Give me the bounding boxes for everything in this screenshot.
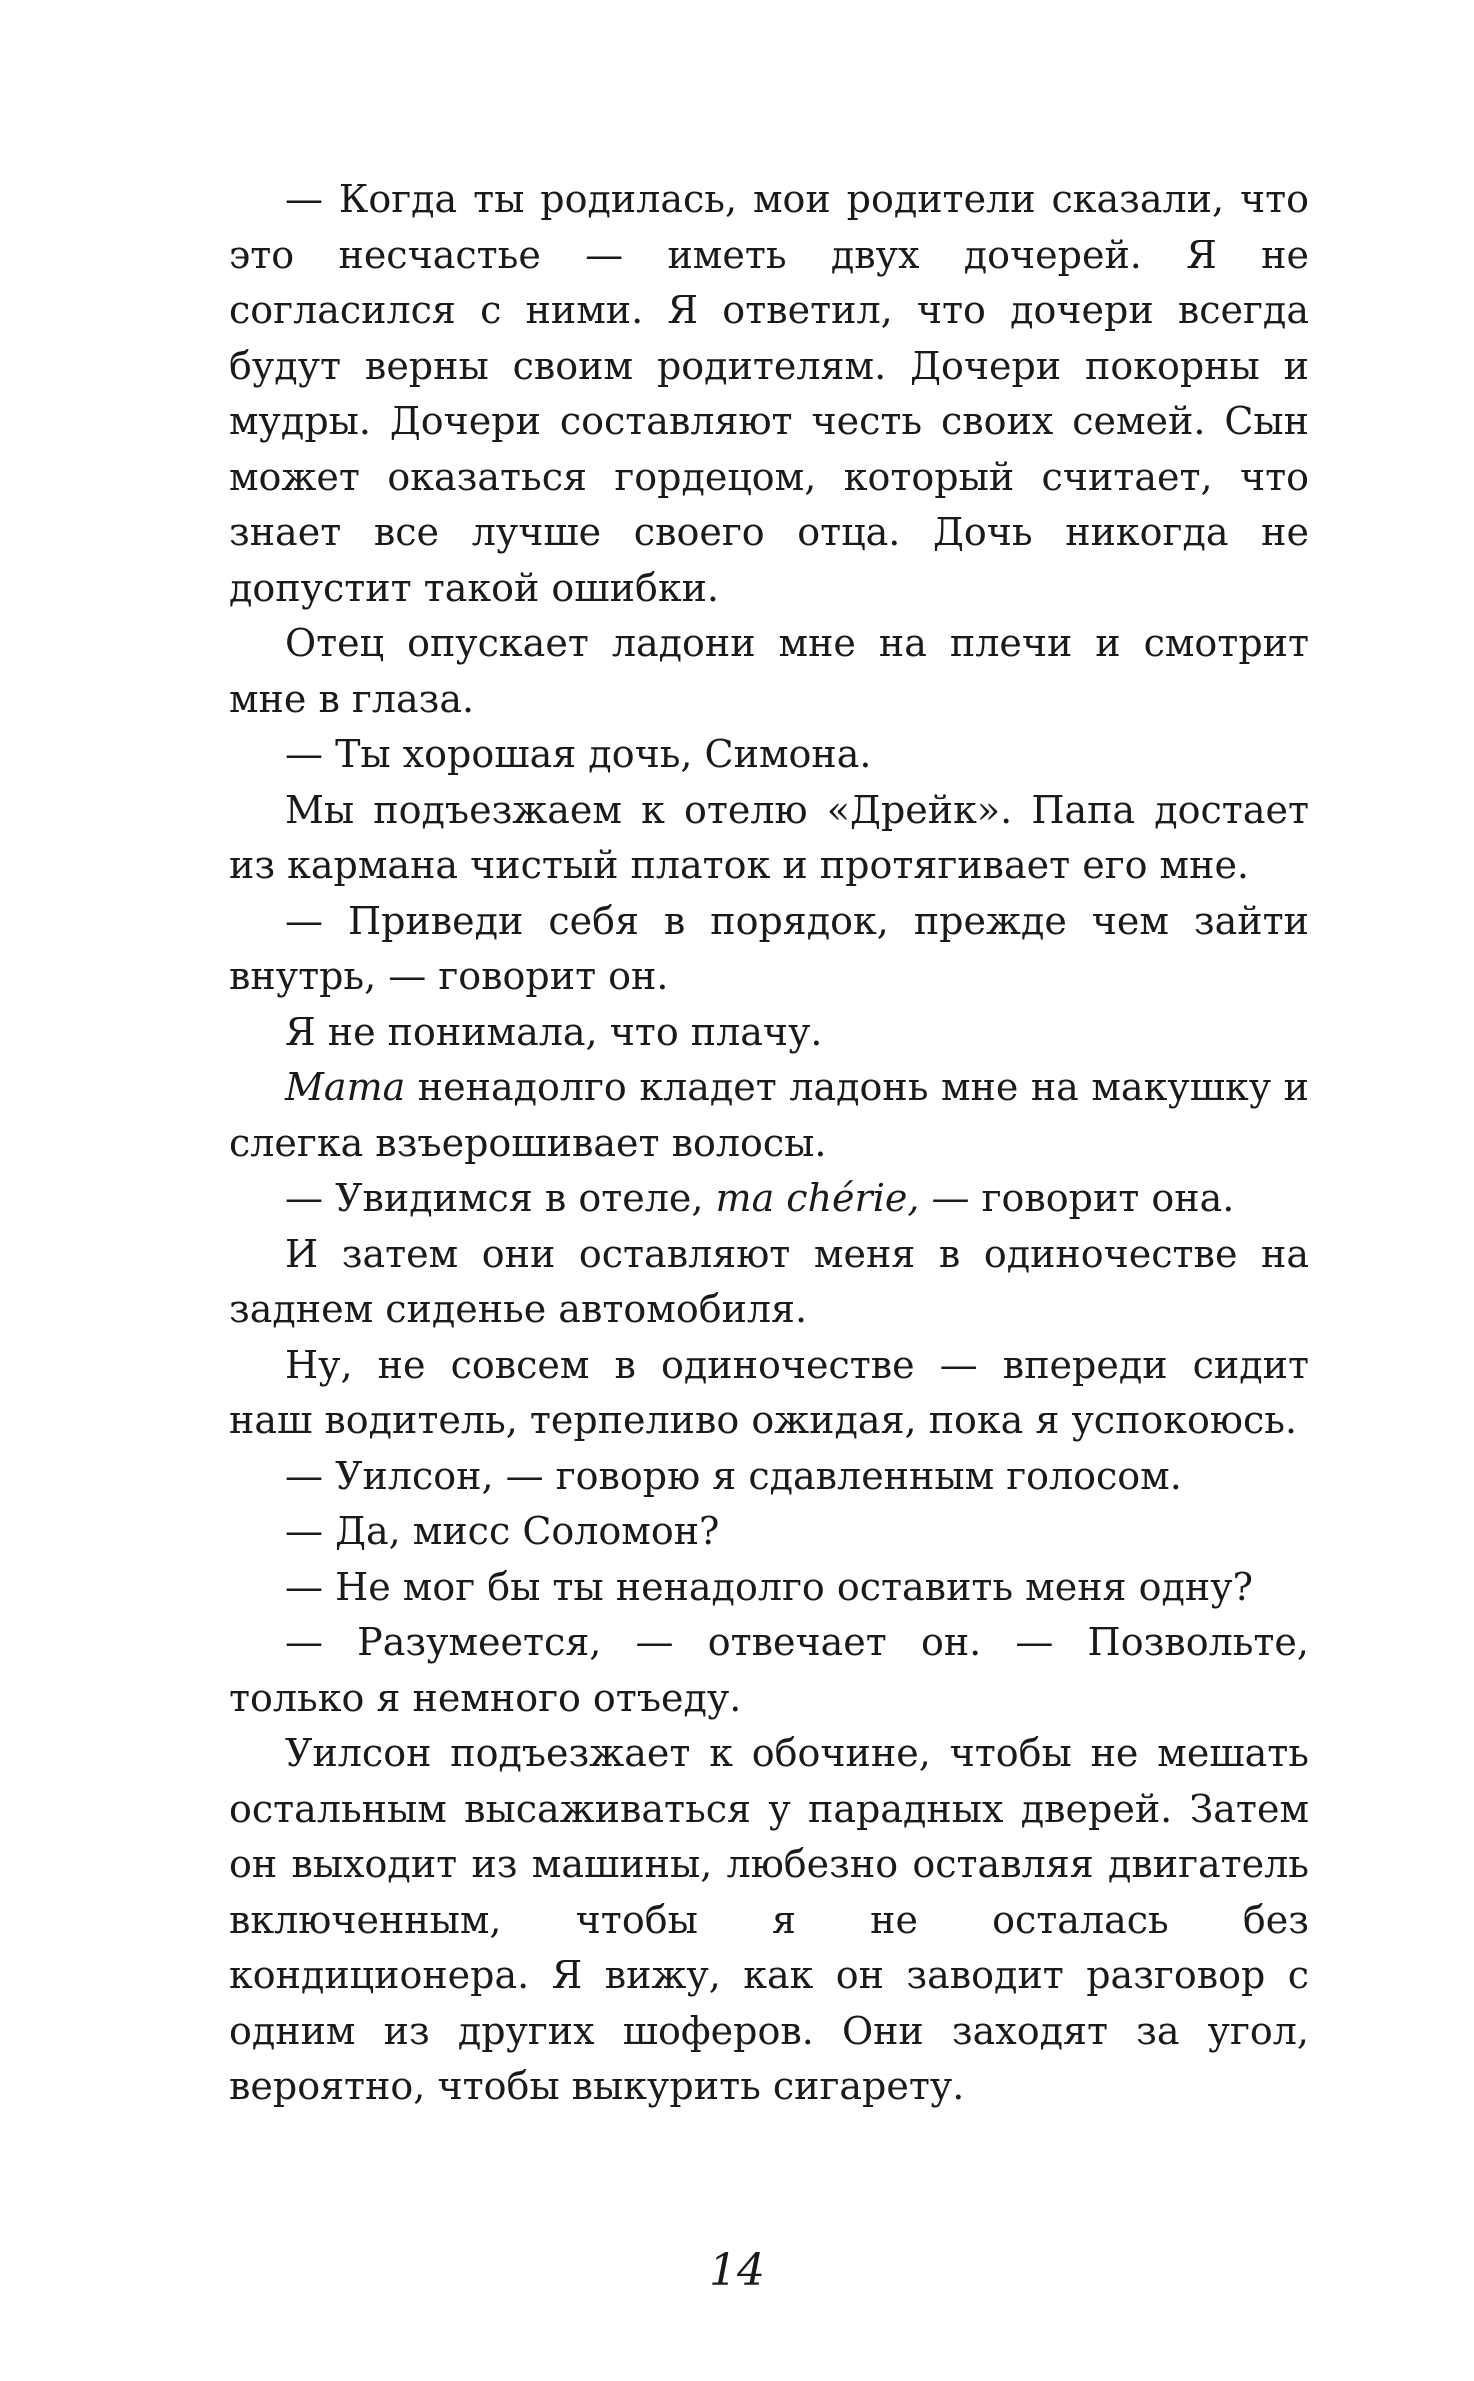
paragraph (229, 1005, 1309, 1061)
paragraph (229, 727, 1309, 783)
text-run: Отец опускает ладони мне на плечи и смотрит мне в глаза. (229, 621, 1309, 721)
text-run: — Когда ты родилась, мои родители сказали, что это несчастье — иметь двух дочерей. Я не согласился с ними. Я ответил, что дочери всегда будут верны своим родителям. Дочери покорны и мудры. Дочери составляют честь своих семей. Сын может оказаться гордецом, который считает, что знает все лучше своего отца. Дочь никогда не допустит такой ошибки. (229, 177, 1309, 610)
paragraph (229, 1560, 1309, 1616)
paragraph (229, 1504, 1309, 1560)
paragraph (229, 1449, 1309, 1505)
text-run: — говорит она. (919, 1176, 1235, 1220)
paragraph (229, 783, 1309, 894)
text-run: — Не мог бы ты ненадолго оставить меня одну? (285, 1564, 1253, 1609)
text-run: — Увидимся в отеле, (285, 1176, 716, 1220)
paragraph (229, 172, 1309, 616)
paragraph (229, 1726, 1309, 2115)
text-run: Ну, не совсем в одиночестве — впереди сидит наш водитель, терпеливо ожидая, пока я успокоюсь. (229, 1342, 1309, 1442)
italic-text: ma chérie, (715, 1176, 920, 1220)
paragraph (229, 1171, 1309, 1227)
italic-text: Мата (285, 1065, 406, 1109)
paragraph (229, 1338, 1309, 1449)
paragraph (229, 616, 1309, 727)
paragraph (229, 1615, 1309, 1726)
page-number: 14 (709, 2245, 765, 2296)
text-run: ненадолго кладет ладонь мне на макушку и слегка взъерошивает волосы. (229, 1065, 1309, 1165)
text-run: — Ты хорошая дочь, Симона. (285, 732, 872, 776)
text-run: Мы подъезжаем к отелю «Дрейк». Папа достает из кармана чистый платок и протягивает его мне. (229, 787, 1309, 887)
text-run: И затем они оставляют меня в одиночестве на заднем сиденье автомобиля. (229, 1231, 1309, 1331)
page-body (229, 172, 1309, 2115)
text-run: Я не понимала, что плачу. (285, 1009, 823, 1054)
text-run: — Уилсон, — говорю я сдавленным голосом. (285, 1453, 1182, 1498)
paragraph (229, 894, 1309, 1005)
text-run: Уилсон подъезжает к обочине, чтобы не мешать остальным высаживаться у парадных дверей. Затем он выходит из машины, любезно оставляя двигатель включенным, чтобы я не осталась без кондиционера. Я вижу, как он заводит разговор с одним из других шоферов. Они заходят за угол, вероятно, чтобы выкурить сигарету. (229, 1731, 1309, 2108)
text-run: — Да, мисс Соломон? (285, 1509, 720, 1553)
text-run: — Приведи себя в порядок, прежде чем зайти внутрь, — говорит он. (229, 898, 1309, 998)
paragraph (229, 1227, 1309, 1338)
text-run: — Разумеется, — отвечает он. — Позвольте, только я немного отъеду. (229, 1620, 1309, 1720)
paragraph (229, 1060, 1309, 1171)
